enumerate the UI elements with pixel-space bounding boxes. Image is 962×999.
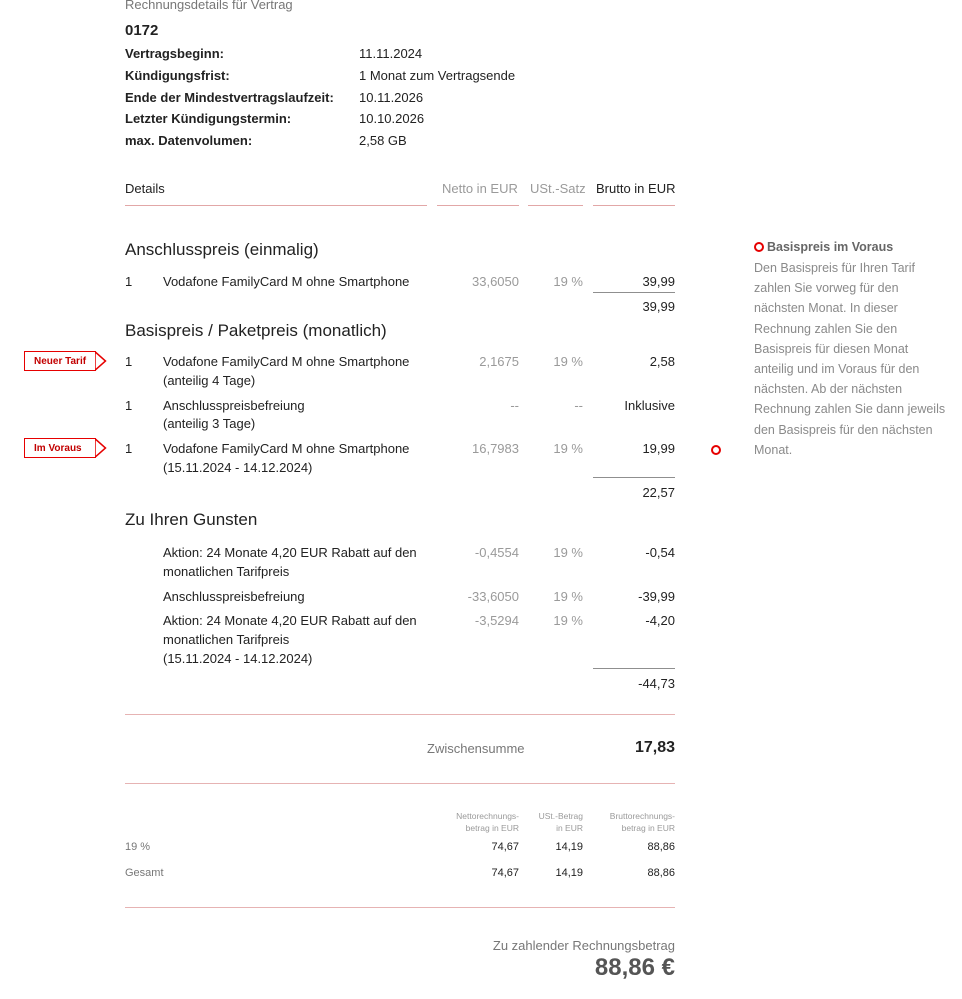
row-netto: -3,5294 bbox=[474, 613, 519, 628]
field-label-contract-start: Vertragsbeginn: bbox=[125, 46, 224, 61]
sidebar-note-line: Basispreis für diesen Monat bbox=[754, 341, 909, 356]
tag-arrow-icon bbox=[95, 351, 107, 371]
row-quantity: 1 bbox=[125, 354, 133, 369]
tax-header-netto: Nettorechnungs- betrag in EUR bbox=[456, 811, 519, 833]
tag-label: Im Voraus bbox=[34, 443, 82, 454]
tag-label: Neuer Tarif bbox=[34, 356, 87, 367]
column-rule-brutto bbox=[593, 205, 675, 206]
field-value-min-term-end: 10.11.2026 bbox=[359, 90, 424, 105]
sidebar-title: Basispreis im Voraus bbox=[767, 240, 894, 254]
tax-total-label: Gesamt bbox=[125, 867, 164, 879]
tax-row-netto: 74,67 bbox=[491, 841, 519, 853]
row-description: Aktion: 24 Monate 4,20 EUR Rabatt auf den bbox=[163, 613, 417, 628]
section-divider bbox=[125, 714, 675, 715]
column-header-ust: USt.-Satz bbox=[530, 181, 586, 196]
row-brutto: 2,58 bbox=[649, 354, 675, 369]
row-netto: 2,1675 bbox=[479, 354, 519, 369]
subtotal-rule bbox=[593, 668, 675, 669]
sidebar-note-line: nächsten Monat. In dieser bbox=[754, 301, 898, 316]
sidebar-note-line: zahlen Sie vorweg für den bbox=[754, 281, 899, 296]
row-brutto: 39,99 bbox=[642, 274, 675, 289]
intermediate-sum-value: 17,83 bbox=[634, 739, 675, 756]
row-brutto: -4,20 bbox=[645, 613, 675, 628]
field-label-min-term-end: Ende der Mindestvertragslaufzeit: bbox=[125, 90, 334, 105]
row-quantity: 1 bbox=[125, 398, 133, 413]
row-description-detail: (anteilig 4 Tage) bbox=[163, 373, 256, 388]
column-header-netto: Netto in EUR bbox=[442, 181, 518, 196]
field-value-data-volume: 2,58 GB bbox=[359, 133, 407, 148]
subtotal-credits: -44,73 bbox=[638, 676, 675, 691]
row-brutto: -0,54 bbox=[645, 545, 675, 560]
tax-total-brutto: 88,86 bbox=[647, 867, 675, 879]
sidebar-note-line: Den Basispreis für Ihren Tarif bbox=[754, 261, 915, 275]
row-brutto: Inklusive bbox=[624, 398, 675, 413]
row-description-detail: (15.11.2024 - 14.12.2024) bbox=[163, 460, 313, 475]
row-description-detail: (anteilig 3 Tage) bbox=[163, 416, 256, 431]
section-divider bbox=[125, 907, 675, 908]
row-description-detail: monatlichen Tarifpreis bbox=[163, 564, 290, 579]
field-value-contract-start: 11.11.2024 bbox=[359, 46, 423, 61]
intermediate-sum-label: Zwischensumme bbox=[427, 741, 525, 756]
row-description: Vodafone FamilyCard M ohne Smartphone bbox=[163, 274, 410, 289]
section-divider bbox=[125, 783, 675, 784]
row-brutto: 19,99 bbox=[642, 441, 675, 456]
sidebar-note-line: den Basispreis für den nächsten bbox=[754, 422, 933, 437]
field-label-notice-period: Kündigungsfrist: bbox=[125, 68, 230, 83]
section-title-base-price: Basispreis / Paketpreis (monatlich) bbox=[125, 321, 387, 340]
sidebar-note-line: anteilig und im Voraus für den bbox=[754, 362, 920, 377]
tax-row-ust: 14,19 bbox=[555, 841, 583, 853]
row-netto: -33,6050 bbox=[467, 589, 519, 604]
row-ust: 19 % bbox=[553, 613, 583, 628]
subtotal-base-price: 22,57 bbox=[642, 485, 675, 500]
tag-in-advance bbox=[24, 438, 96, 458]
sidebar-note-line: Monat. bbox=[754, 442, 793, 457]
tax-row-brutto: 88,86 bbox=[647, 841, 675, 853]
field-label-data-volume: max. Datenvolumen: bbox=[125, 133, 253, 148]
tag-arrow-icon bbox=[95, 438, 107, 458]
tag-new-tariff bbox=[24, 351, 96, 371]
row-ust: 19 % bbox=[553, 274, 583, 289]
field-value-last-cancel-date: 10.10.2026 bbox=[359, 111, 425, 126]
column-rule-details bbox=[125, 205, 427, 206]
row-description: Aktion: 24 Monate 4,20 EUR Rabatt auf den bbox=[163, 545, 417, 560]
row-netto: -0,4554 bbox=[474, 545, 519, 560]
tax-total-ust: 14,19 bbox=[555, 867, 583, 879]
tax-header-brutto: Bruttorechnungs- betrag in EUR bbox=[609, 811, 675, 833]
subtotal-rule bbox=[593, 477, 675, 478]
row-description: Anschlusspreisbefreiung bbox=[163, 589, 305, 604]
total-label: Zu zahlender Rechnungsbetrag bbox=[492, 938, 675, 953]
field-value-notice-period: 1 Monat zum Vertragsende bbox=[359, 68, 516, 83]
sidebar-note-line: Rechnung zahlen Sie den bbox=[754, 321, 898, 336]
row-netto: 33,6050 bbox=[472, 274, 519, 289]
contract-number: 0172 bbox=[125, 22, 159, 39]
sidebar-note bbox=[754, 258, 954, 460]
column-rule-ust bbox=[528, 205, 583, 206]
row-description: Vodafone FamilyCard M ohne Smartphone bbox=[163, 441, 410, 456]
row-netto: 16,7983 bbox=[472, 441, 519, 456]
row-ust: 19 % bbox=[553, 441, 583, 456]
sidebar-note-line: Rechnung zahlen Sie dann jeweils bbox=[754, 402, 946, 417]
tax-total-netto: 74,67 bbox=[491, 867, 519, 879]
tax-header-ust: USt.-Betrag in EUR bbox=[538, 811, 583, 833]
section-title-credits: Zu Ihren Gunsten bbox=[125, 510, 258, 529]
row-description: Vodafone FamilyCard M ohne Smartphone bbox=[163, 354, 410, 369]
column-header-details: Details bbox=[125, 181, 165, 196]
total-amount: 88,86 € bbox=[594, 954, 675, 981]
column-rule-netto bbox=[437, 205, 519, 206]
row-ust: 19 % bbox=[553, 354, 583, 369]
column-header-brutto: Brutto in EUR bbox=[596, 181, 676, 196]
row-quantity: 1 bbox=[125, 274, 133, 289]
row-description-period: (15.11.2024 - 14.12.2024) bbox=[163, 651, 313, 666]
section-title-connection-fee: Anschlusspreis (einmalig) bbox=[125, 240, 319, 259]
sidebar-note-line: nächsten. Ab der nächsten bbox=[754, 382, 903, 397]
row-quantity: 1 bbox=[125, 441, 133, 456]
tax-row-label: 19 % bbox=[125, 841, 151, 853]
row-brutto: -39,99 bbox=[638, 589, 675, 604]
row-ust: -- bbox=[574, 398, 583, 413]
footnote-marker-icon bbox=[711, 445, 721, 455]
row-netto: -- bbox=[510, 398, 519, 413]
footnote-marker-icon bbox=[754, 242, 764, 252]
subtotal-connection-fee: 39,99 bbox=[642, 299, 675, 314]
row-description: Anschlusspreisbefreiung bbox=[163, 398, 305, 413]
row-ust: 19 % bbox=[553, 589, 583, 604]
row-description-detail: monatlichen Tarifpreis bbox=[163, 632, 290, 647]
subtotal-rule bbox=[593, 292, 675, 293]
field-label-last-cancel-date: Letzter Kündigungstermin: bbox=[125, 111, 292, 126]
row-ust: 19 % bbox=[553, 545, 583, 560]
invoice-heading: Rechnungsdetails für Vertrag bbox=[125, 0, 293, 12]
